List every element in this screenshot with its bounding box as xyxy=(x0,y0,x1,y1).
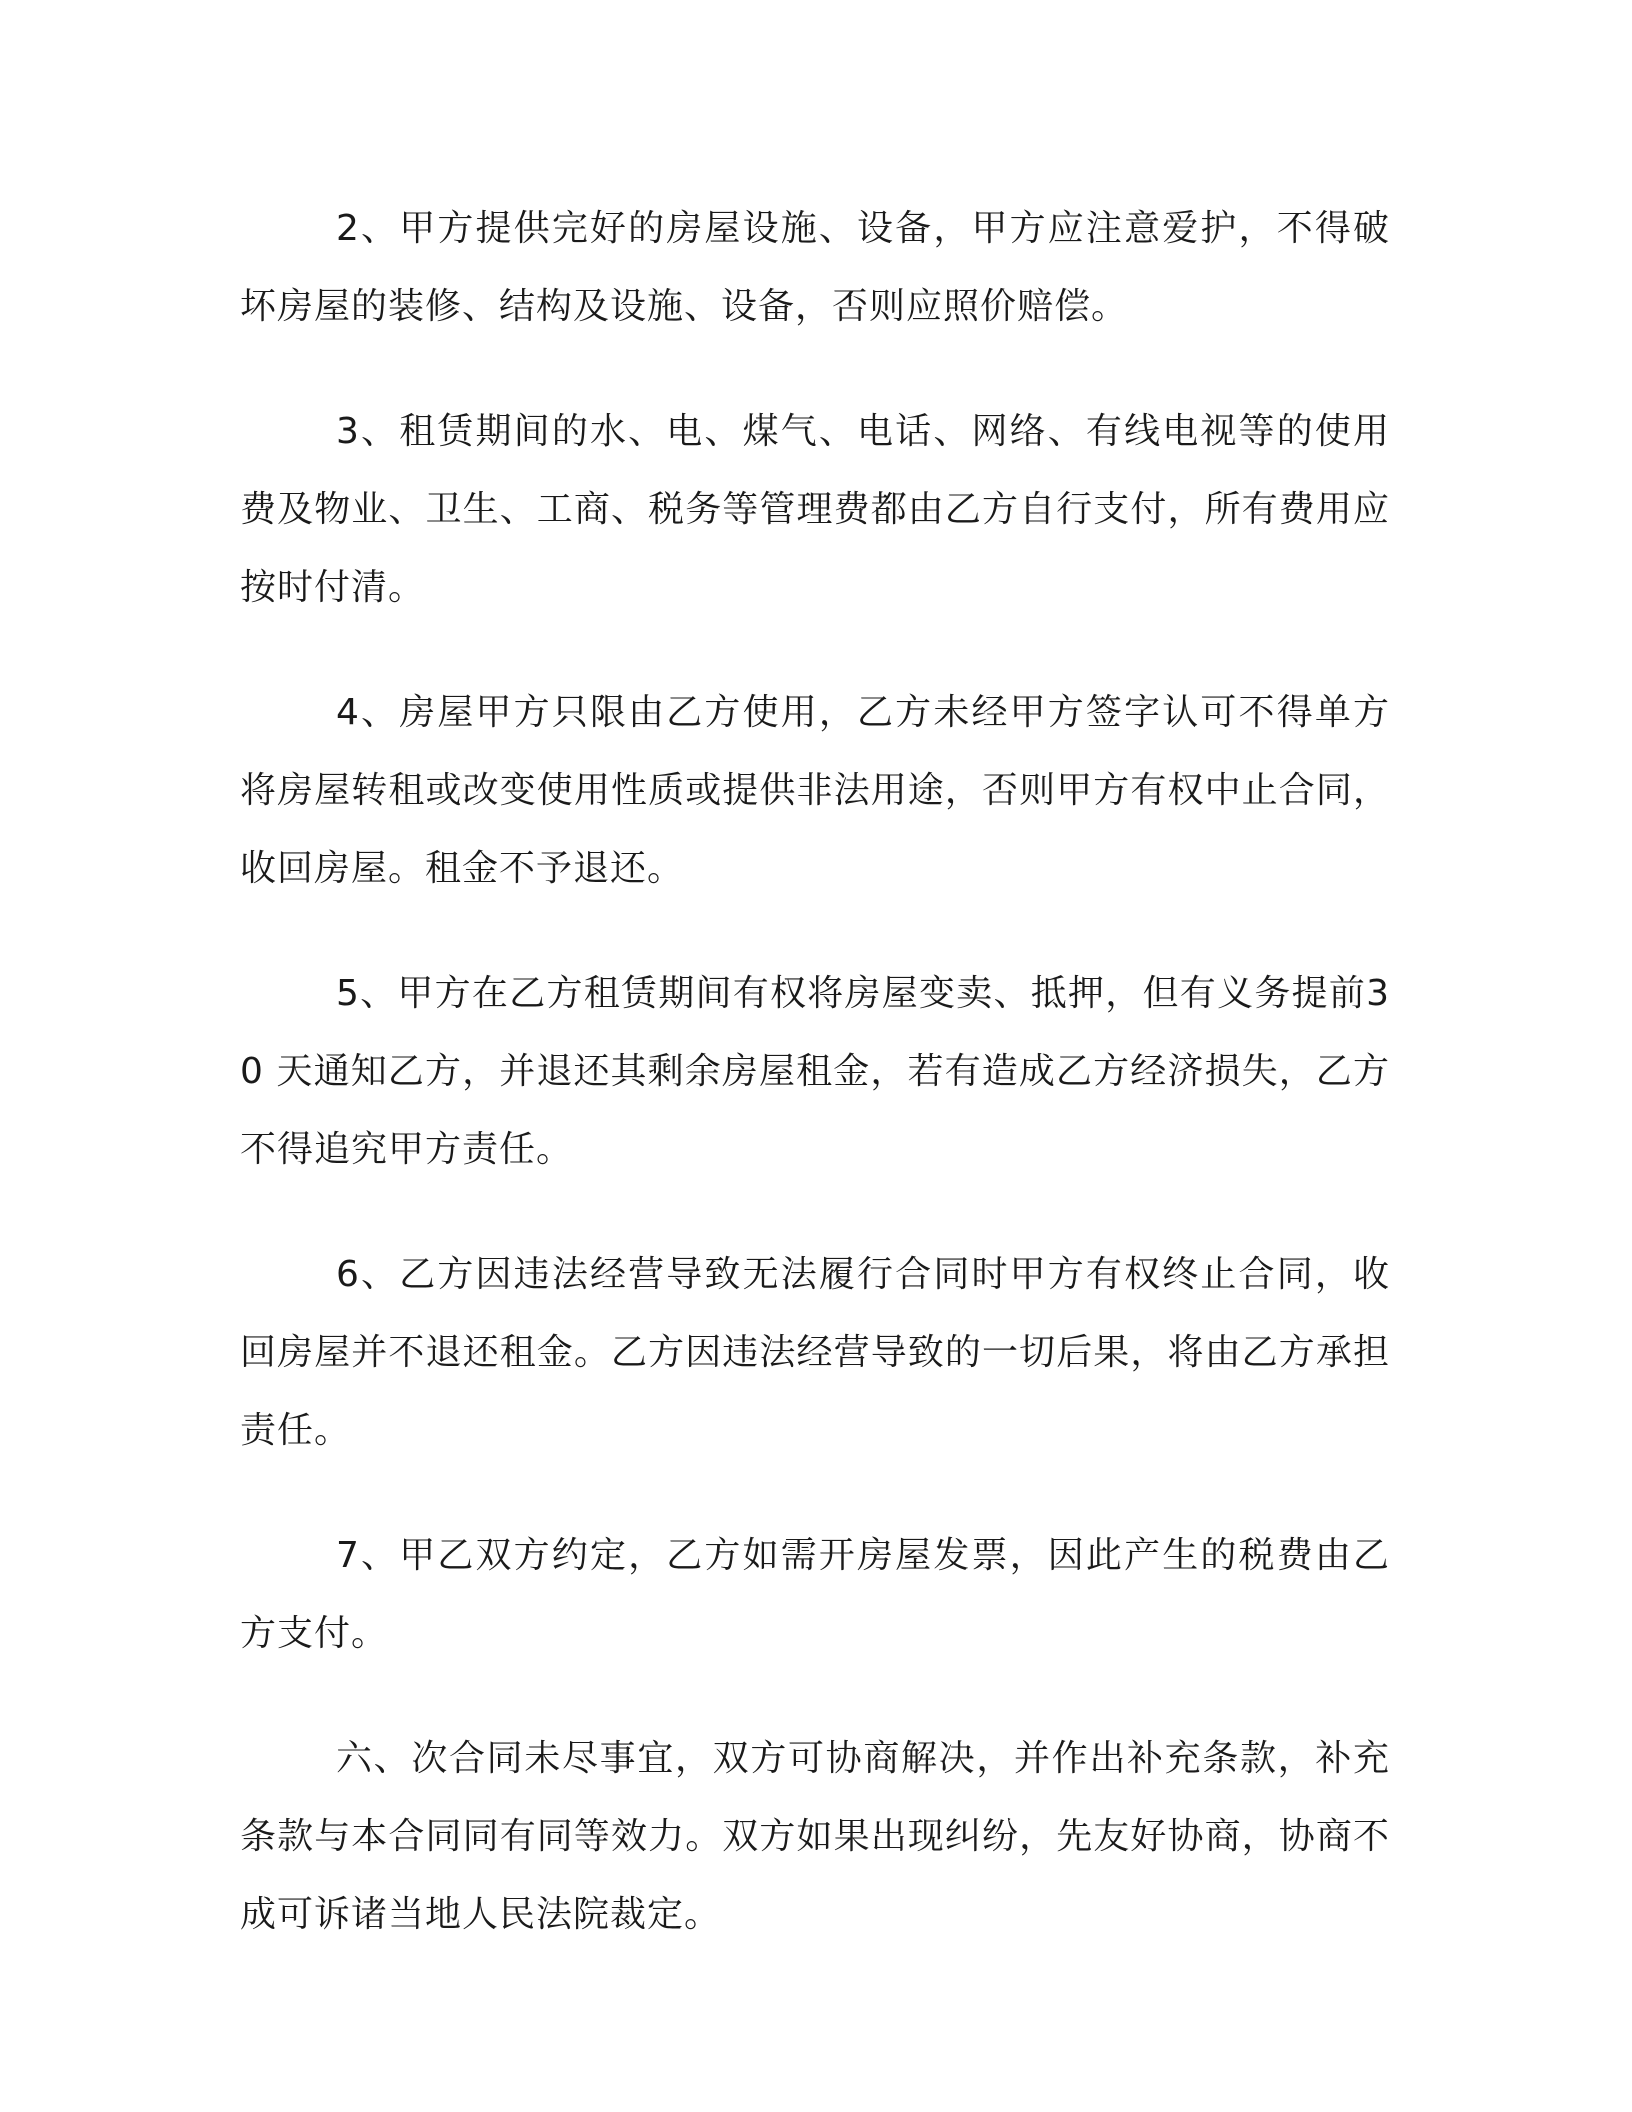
clause-6: 6、乙方因违法经营导致无法履行合同时甲方有权终止合同，收回房屋并不退还租金。乙方因违法经营导致的一切后果，将由乙方承担责任。 xyxy=(240,1254,1390,1451)
clause-3: 3、租赁期间的水、电、煤气、电话、网络、有线电视等的使用费及物业、卫生、工商、税务等管理费都由乙方自行支付，所有费用应按时付清。 xyxy=(240,411,1390,608)
document-body xyxy=(240,190,1390,2001)
clause-4: 4、房屋甲方只限由乙方使用，乙方未经甲方签字认可不得单方将房屋转租或改变使用性质或提供非法用途，否则甲方有权中止合同，收回房屋。租金不予退还。 xyxy=(240,692,1390,889)
clause-2: 2、甲方提供完好的房屋设施、设备，甲方应注意爱护，不得破坏房屋的装修、结构及设施、设备，否则应照价赔偿。 xyxy=(240,208,1390,327)
clause-7: 7、甲乙双方约定，乙方如需开房屋发票，因此产生的税费由乙方支付。 xyxy=(240,1535,1390,1654)
clause-5: 5、甲方在乙方租赁期间有权将房屋变卖、抵押，但有义务提前30 天通知乙方，并退还其剩余房屋租金，若有造成乙方经济损失，乙方不得追究甲方责任。 xyxy=(240,973,1390,1170)
section-six: 六、次合同未尽事宜，双方可协商解决，并作出补充条款，补充条款与本合同同有同等效力。双方如果出现纠纷，先友好协商，协商不成可诉诸当地人民法院裁定。 xyxy=(240,1738,1390,1935)
